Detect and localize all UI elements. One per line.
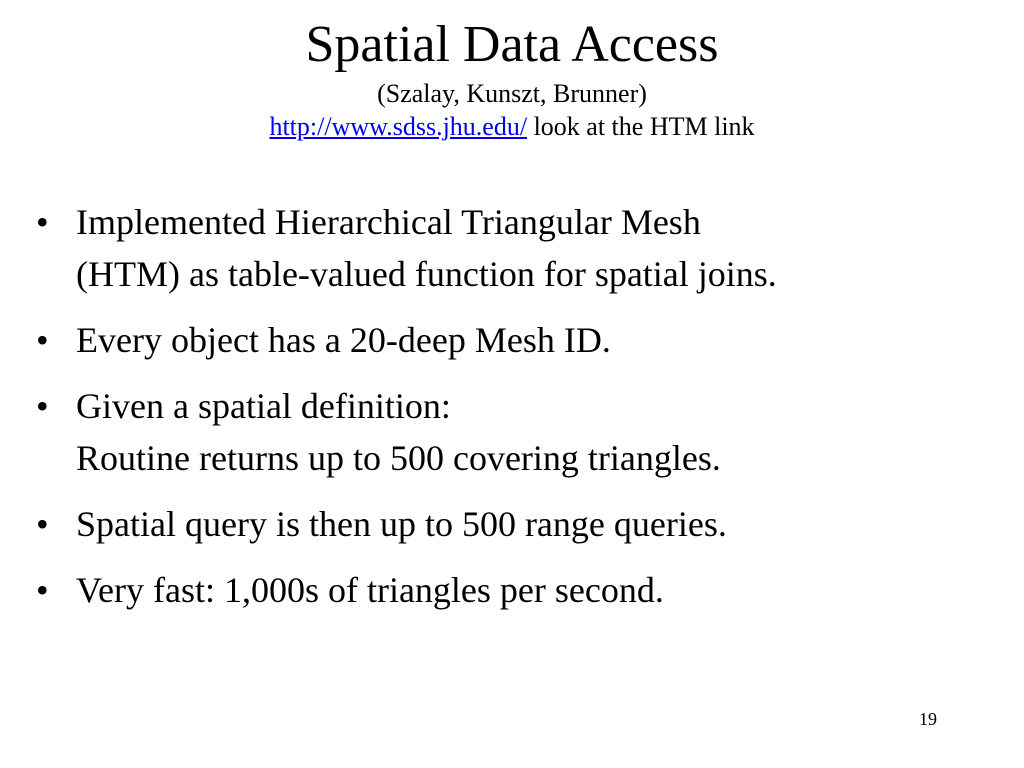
bullet-icon: • (36, 320, 49, 360)
bullet-icon: • (36, 570, 49, 610)
sdss-link[interactable]: http://www.sdss.jhu.edu/ (269, 112, 528, 141)
title-block (0, 14, 1024, 144)
slide-subtitle: (Szalay, Kunszt, Brunner) (377, 79, 647, 108)
slide-title: Spatial Data Access (305, 16, 719, 73)
bullet-text: Every object has a 20-deep Mesh ID. (76, 320, 611, 360)
link-suffix: look at the HTM link (527, 112, 755, 141)
link-line (0, 110, 1024, 144)
bullet-list (36, 196, 996, 630)
bullet-icon: • (36, 202, 49, 242)
bullet-text-continued: (HTM) as table-valued function for spatial joins. (76, 254, 777, 294)
bullet-item (36, 564, 996, 616)
bullet-text: Spatial query is then up to 500 range queries. (76, 504, 727, 544)
bullet-text: Given a spatial definition: (76, 386, 451, 426)
bullet-item (36, 380, 996, 484)
bullet-icon: • (36, 504, 49, 544)
page-number: 19 (919, 709, 937, 729)
bullet-text: Very fast: 1,000s of triangles per second. (76, 570, 664, 610)
bullet-text-continued: Routine returns up to 500 covering triangles. (76, 438, 721, 478)
bullet-item (36, 314, 996, 366)
bullet-text: Implemented Hierarchical Triangular Mesh (76, 202, 701, 242)
bullet-item (36, 196, 996, 300)
bullet-item (36, 498, 996, 550)
bullet-icon: • (36, 386, 49, 426)
